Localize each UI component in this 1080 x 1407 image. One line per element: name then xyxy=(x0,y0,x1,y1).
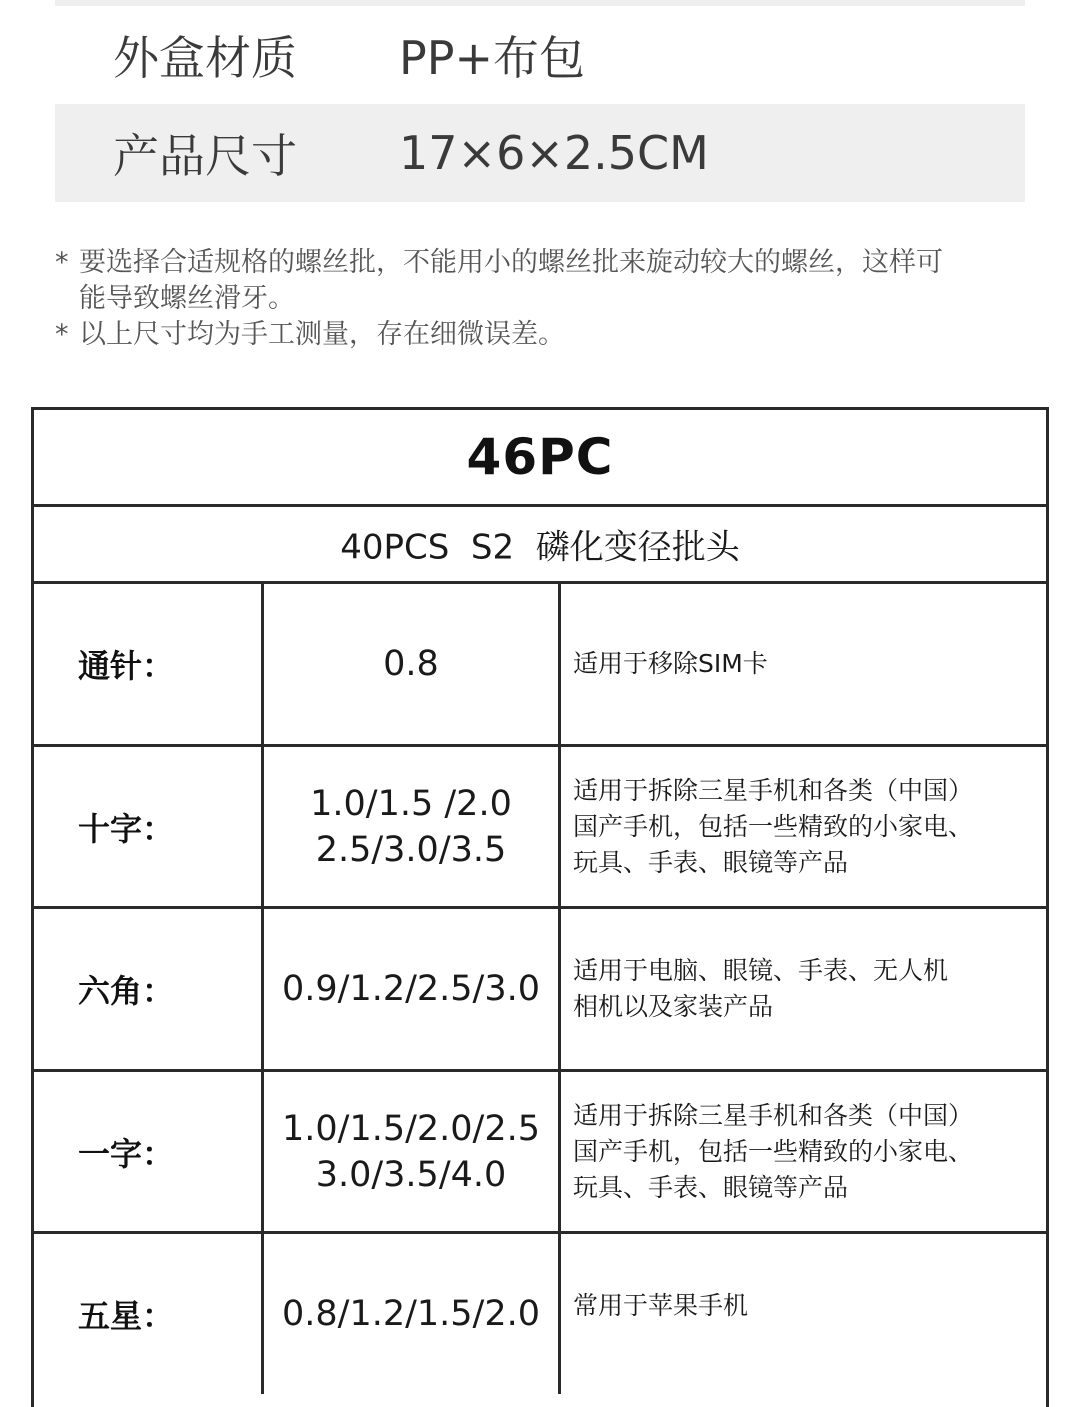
type-cell xyxy=(34,909,261,1069)
spec-label: 产品尺寸 xyxy=(113,129,297,183)
size-line: 3.0/3.5/4.0 xyxy=(315,1154,507,1195)
sizes-cell xyxy=(261,1234,558,1394)
bit-spec-table xyxy=(31,407,1049,1407)
type-cell xyxy=(34,1234,261,1394)
table-title: 46PC xyxy=(466,428,614,486)
bit-sizes xyxy=(264,781,558,873)
bit-type-label: 六角： xyxy=(78,972,175,1010)
bit-type-label: 一字： xyxy=(78,1134,175,1173)
bit-usage xyxy=(573,1288,748,1324)
size-line: 1.0/1.5 /2.0 xyxy=(310,783,512,824)
spec-row-size xyxy=(55,104,1025,202)
spec-label: 外盒材质 xyxy=(113,31,297,85)
bit-sizes xyxy=(264,1291,558,1337)
usage-cell xyxy=(558,747,1046,906)
usage-line: 常用于苹果手机 xyxy=(573,1291,749,1320)
bit-type-label: 十字： xyxy=(78,809,175,848)
table-title-row xyxy=(34,410,1046,504)
note-line: 能导致螺丝滑牙。 xyxy=(79,283,295,314)
usage-line: 适用于移除SIM卡 xyxy=(573,649,768,678)
usage-line: 相机以及家装产品 xyxy=(573,992,774,1021)
sizes-cell xyxy=(261,584,558,744)
usage-cell xyxy=(558,909,1046,1069)
size-line: 0.8/1.2/1.5/2.0 xyxy=(281,1294,541,1334)
bit-usage xyxy=(573,953,948,1025)
bit-sizes xyxy=(264,1106,558,1198)
usage-cell xyxy=(558,1072,1046,1231)
table-row xyxy=(34,581,1046,744)
type-cell xyxy=(34,1072,261,1231)
table-subtitle: 40PCS S2 磷化变径批头 xyxy=(340,527,740,568)
table-row xyxy=(34,1069,1046,1231)
note-line: 要选择合适规格的螺丝批，不能用小的螺丝批来旋动较大的螺丝，这样可 xyxy=(79,247,943,278)
size-line: 0.9/1.2/2.5/3.0 xyxy=(281,969,541,1009)
bit-type-label: 通针： xyxy=(78,647,175,685)
usage-line: 玩具、手表、眼镜等产品 xyxy=(573,847,849,877)
usage-line: 国产手机，包括一些精致的小家电、 xyxy=(573,811,974,841)
table-row xyxy=(34,744,1046,906)
usage-cell xyxy=(558,1234,1046,1394)
sizes-cell xyxy=(261,747,558,906)
usage-line: 适用于拆除三星手机和各类（中国） xyxy=(573,775,974,805)
bit-usage xyxy=(573,1098,973,1206)
bit-usage xyxy=(573,773,973,881)
usage-line: 适用于电脑、眼镜、手表、无人机 xyxy=(573,956,949,985)
spec-value: PP+布包 xyxy=(399,31,586,85)
usage-line: 国产手机，包括一些精致的小家电、 xyxy=(573,1136,974,1166)
bit-type-label: 五星： xyxy=(78,1297,175,1335)
note-asterisk: * xyxy=(55,319,69,350)
type-cell xyxy=(34,584,261,744)
size-line: 1.0/1.5/2.0/2.5 xyxy=(281,1108,541,1149)
bit-usage xyxy=(573,646,768,682)
bit-sizes xyxy=(264,966,558,1012)
usage-line: 玩具、手表、眼镜等产品 xyxy=(573,1172,849,1202)
note-line: 以上尺寸均为手工测量，存在细微误差。 xyxy=(79,319,565,350)
usage-line: 适用于拆除三星手机和各类（中国） xyxy=(573,1100,974,1130)
sizes-cell xyxy=(261,1072,558,1231)
spec-row-material xyxy=(55,6,1025,104)
usage-cell xyxy=(558,584,1046,744)
sizes-cell xyxy=(261,909,558,1069)
note-asterisk: * xyxy=(55,247,69,278)
table-subtitle-row xyxy=(34,504,1046,581)
bit-sizes xyxy=(264,641,558,687)
type-cell xyxy=(34,747,261,906)
size-line: 2.5/3.0/3.5 xyxy=(315,829,507,870)
table-row xyxy=(34,906,1046,1069)
size-line: 0.8 xyxy=(383,644,439,684)
spec-value: 17×6×2.5CM xyxy=(399,126,709,180)
